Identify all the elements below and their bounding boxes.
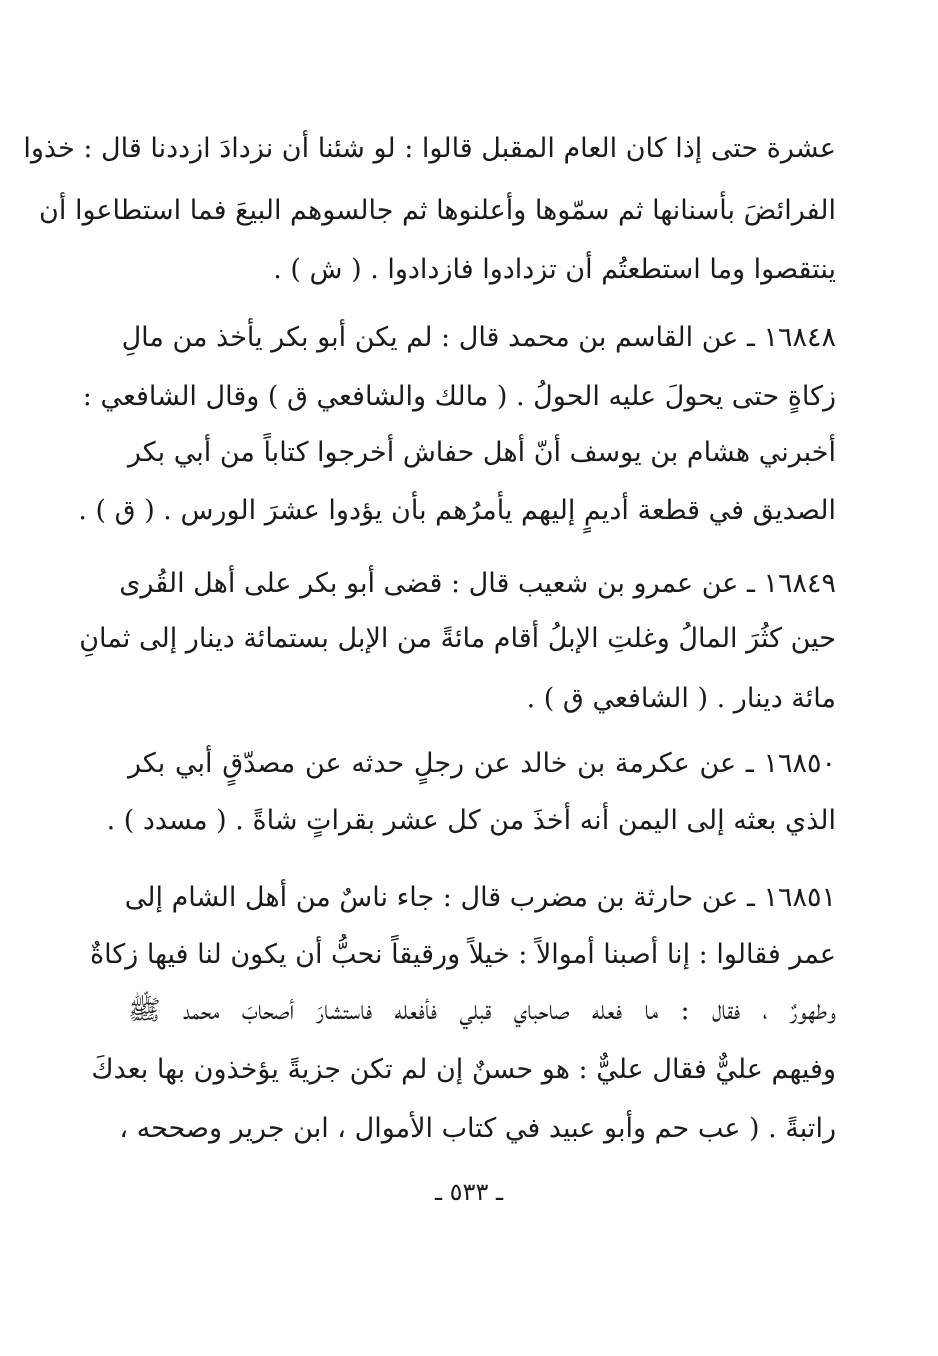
- text-line: عشرة حتى إذا كان العام المقبل قالوا : لو شئنا أن نزدادَ ازددنا قال : خذوا: [23, 133, 836, 164]
- text-line: أخبرني هشام بن يوسف أنّ أهل حفاش أخرجوا كتاباً من أبي بكر: [127, 437, 836, 468]
- hadith-16849-heading: ١٦٨٤٩ ـ عن عمرو بن شعيب قال : قضى أبو بكر على أهل القُرى: [119, 568, 836, 599]
- text-line: حين كثُرَ المالُ وغلتِ الإبلُ أقام مائةً من الإبل بستمائة دينار إلى ثمانِ: [79, 623, 836, 654]
- text-line: عمر فقالوا : إنا أصبنا أموالاً : خيلاً ورقيقاً نحبُّ أن يكون لنا فيها زكاةٌ: [90, 939, 836, 970]
- text-body: [23, 0, 836, 1356]
- text-line: ينتقصوا وما استطعتُم أن تزدادوا فازدادوا . ( ش ) .: [273, 254, 836, 285]
- text-line: مائة دينار . ( الشافعي ق ) .: [526, 683, 836, 714]
- text-line: راتبةً . ( عب حم وأبو عبيد في كتاب الأموال ، ابن جرير وصححه ،: [119, 1113, 836, 1144]
- page-number: ـ ٥٣٣ ـ: [434, 1178, 503, 1206]
- text-line: الفرائضَ بأسنانها ثم سمّوها وأعلنوها ثم جالسوهم البيعَ فما استطاعوا أن: [39, 195, 836, 226]
- hadith-16851-heading: ١٦٨٥١ ـ عن حارثة بن مضرب قال : جاء ناسٌ من أهل الشام إلى: [124, 882, 836, 913]
- text-line: الذي بعثه إلى اليمن أنه أخذَ من كل عشر بقراتٍ شاةً . ( مسدد ) .: [106, 805, 836, 836]
- text-line: وفيهم عليٌّ فقال عليٌّ : هو حسنٌ إن لم تكن جزيةً يؤخذون بها بعدكَ: [91, 1054, 836, 1085]
- text-line: وطهورٌ ، فقال : ما فعله صاحباي قبلي فأفعله فاستشارَ أصحابَ محمد ﷺ: [128, 995, 836, 1026]
- hadith-16850-heading: ١٦٨٥٠ ـ عن عكرمة بن خالد عن رجلٍ حدثه عن مصدّقٍ أبي بكر: [128, 748, 836, 779]
- text-line: الصديق في قطعة أديمٍ إليهم يأمرُهم بأن يؤدوا عشرَ الورس . ( ق ) .: [78, 495, 836, 526]
- text-line: زكاةٍ حتى يحولَ عليه الحولُ . ( مالك والشافعي ق ) وقال الشافعي :: [82, 381, 836, 412]
- hadith-16848-heading: ١٦٨٤٨ ـ عن القاسم بن محمد قال : لم يكن أبو بكر يأخذ من مالِ: [121, 322, 836, 353]
